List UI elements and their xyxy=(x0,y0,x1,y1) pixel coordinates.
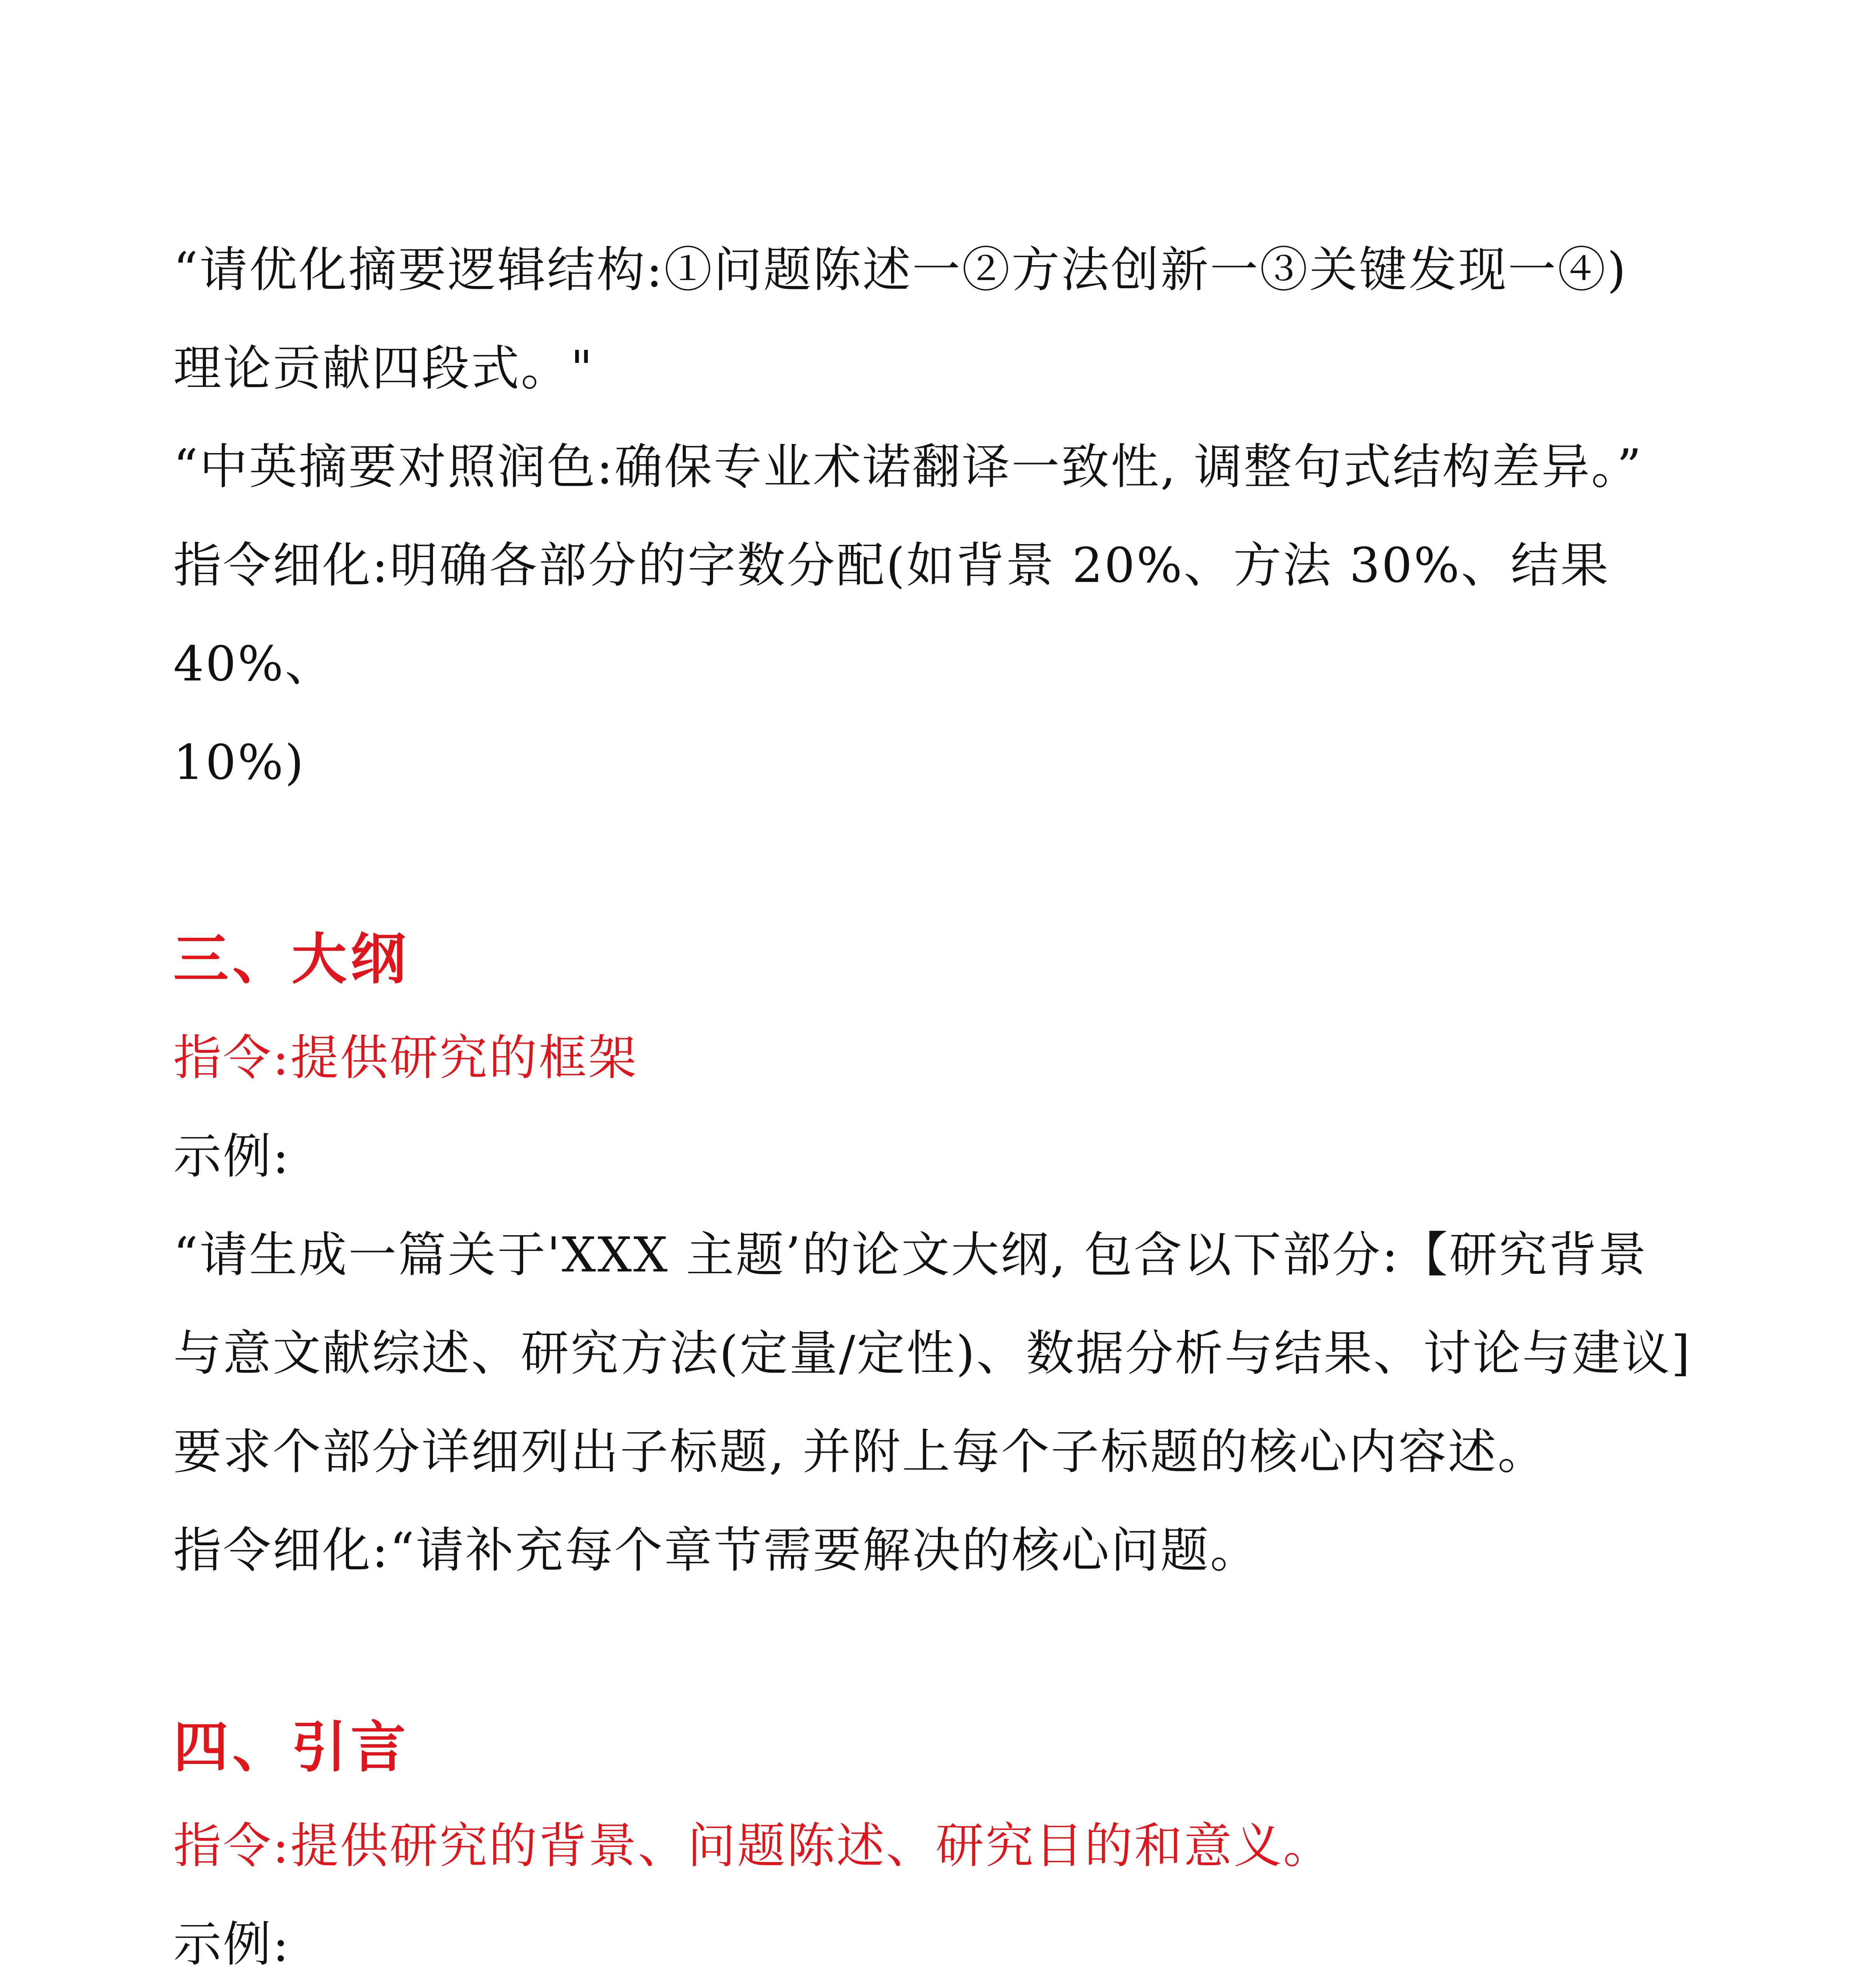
abstract-refine-line-2: 10%) xyxy=(173,734,305,790)
outline-example-label: 示例: xyxy=(173,1128,291,1184)
section-heading-intro: 四、引言 xyxy=(173,1715,410,1780)
outline-example-line-1: “请生成一篇关于'XXX 主题’的论文大纲, 包含以下部分:【研究背景 xyxy=(173,1227,1648,1283)
outline-instruction: 指令:提供研究的框架 xyxy=(173,1030,638,1086)
section-spacer xyxy=(173,812,1733,910)
abstract-prompt-line-2: 理论贡献四段式。" xyxy=(173,340,594,396)
outline-refine: 指令细化:“请补充每个章节需要解决的核心问题。 xyxy=(173,1522,1260,1578)
section-spacer xyxy=(173,1600,1733,1698)
abstract-refine-line-1: 指令细化:明确各部分的字数分配(如背景 20%、方法 30%、结果 40%、 xyxy=(173,537,1627,692)
intro-example-label: 示例: xyxy=(173,1916,291,1970)
outline-example-line-2: 与意文献综述、研究方法(定量/定性)、数据分析与结果、讨论与建议] xyxy=(173,1325,1692,1381)
intro-instruction: 指令:提供研究的背景、问题陈述、研究目的和意义。 xyxy=(173,1818,1333,1874)
section-heading-outline: 三、大纲 xyxy=(173,927,410,992)
abstract-polish-prompt: “中英摘要对照润色:确保专业术诺翻译一致性, 调整句式结构差异。” xyxy=(173,439,1643,495)
outline-example-line-3: 要求个部分详细列出子标题, 并附上每个子标题的核心内容述。 xyxy=(173,1424,1547,1480)
abstract-prompt-line-1: “请优化摘要逻辑结构:①问题陈述一②方法创新一③关键发现一④) xyxy=(173,242,1628,298)
document-body xyxy=(173,221,1733,1970)
